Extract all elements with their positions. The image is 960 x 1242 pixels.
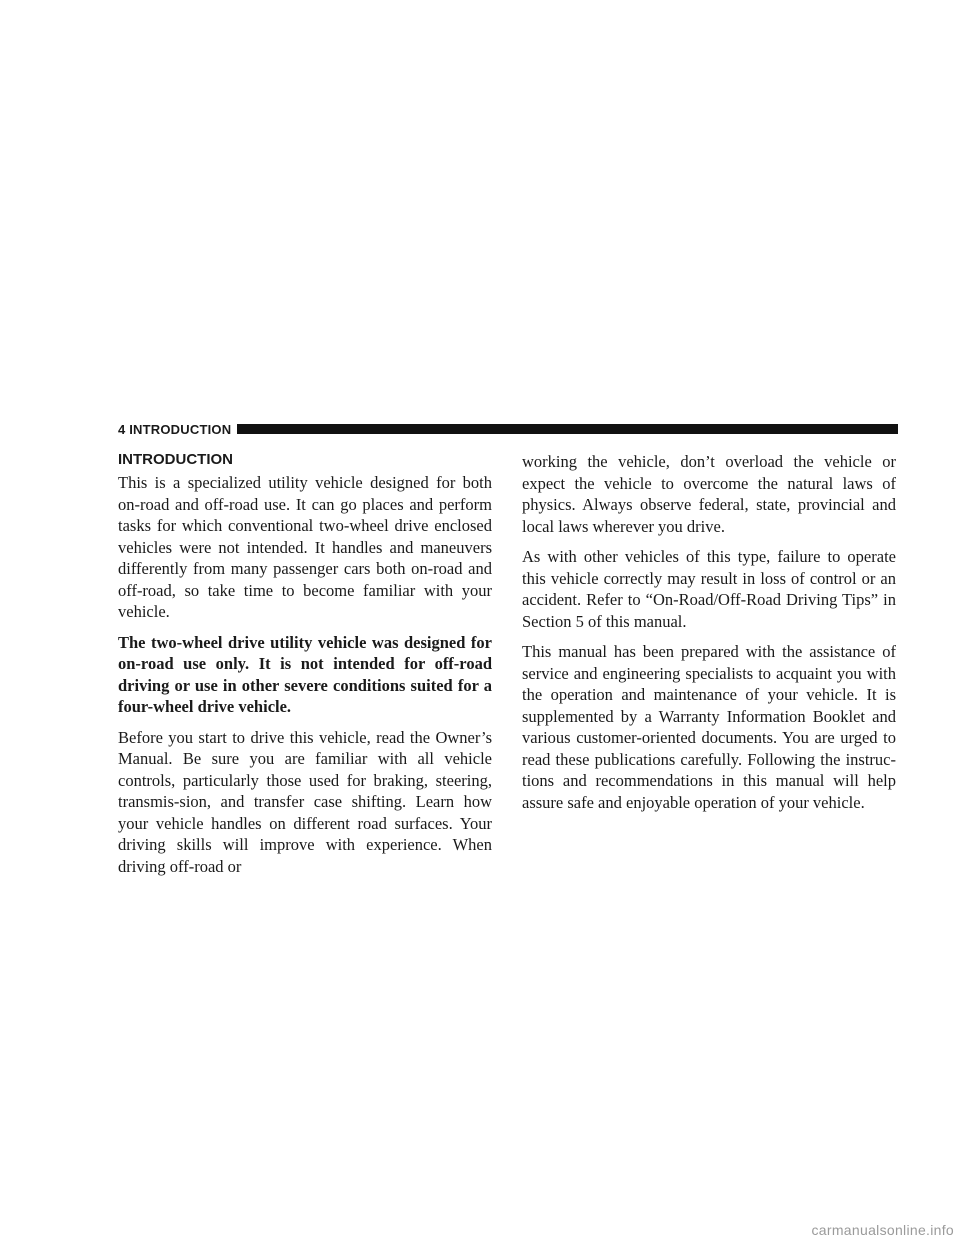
paragraph-intro: This is a specialized utility vehicle designed for both on-road and off-road use. It can go places and perform tasks for which conventional two-wheel drive enclosed vehicles were not intended. It handles and maneuvers differently from many passenger cars both on-road and off-road, so take time to become familiar with your vehicle. <box>118 473 492 621</box>
paragraph-before-driving: Before you start to drive this vehicle, read the Owner’s Manual. Be sure you are familiar with all vehicle controls, particularly those used for braking, steering, transmis-sion, and transfer case shifting. Learn how your vehicle handles on different road surfaces. Your driving skills will improve with experience. When driving off-road or <box>118 727 492 876</box>
right-column <box>522 451 896 822</box>
paragraph-manual-prep: This manual has been prepared with the assistance of service and engineering specialists to acquaint you with the operation and maintenance of your vehicle. It is supplemented by a Warranty Information Booklet and various customer-oriented documents. You are urged to read these publications carefully. Following the instruc-tions and recommendations in this manual will help assure safe and enjoyable operation of your vehicle. <box>522 642 896 812</box>
paragraph-two-wheel-warning: The two-wheel drive utility vehicle was designed for on-road use only. It is not intended for off-road driving or use in other severe conditions suited for a four-wheel drive vehicle. <box>118 632 492 716</box>
paragraph-laws: working the vehicle, don’t overload the vehicle or expect the vehicle to overcome the natural laws of physics. Always observe federal, state, provincial and local laws wherever you drive. <box>522 452 896 536</box>
running-header <box>118 420 898 438</box>
left-column <box>118 450 492 886</box>
running-head-text: 4 INTRODUCTION <box>118 421 232 437</box>
watermark-link[interactable]: carmanualsonline.info <box>811 1222 954 1238</box>
paragraph-accident: As with other vehicles of this type, failure to operate this vehicle correctly may result in loss of control or an accident. Refer to “On-Road/Off-Road Driving Tips” in Section 5 of this manual. <box>522 547 896 631</box>
section-title: INTRODUCTION <box>118 451 233 468</box>
header-rule-bar <box>237 424 898 434</box>
